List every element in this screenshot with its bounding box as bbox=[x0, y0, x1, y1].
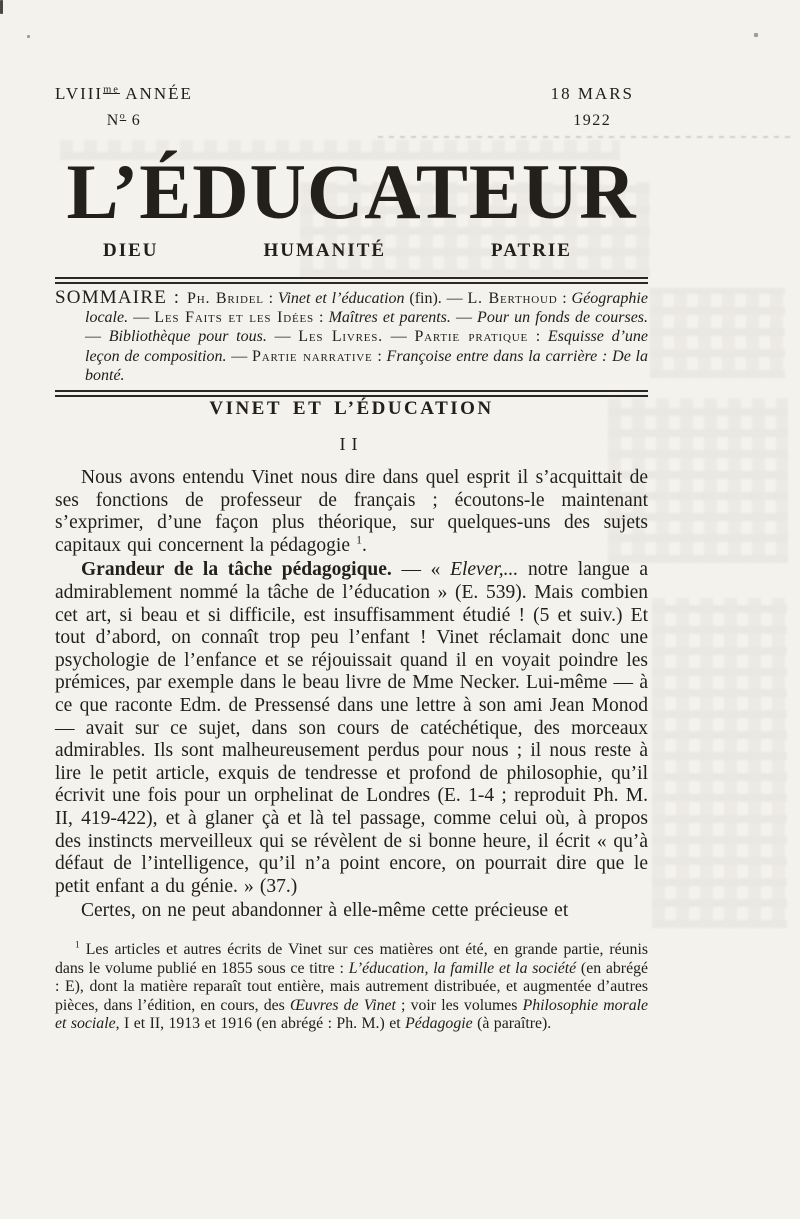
sommaire-text: SOMMAIRE : Ph. Bridel : Vinet et l’éducation (fin). — L. Berthoud : Géographie locale. — Les Faits et les Idées : Maîtres et parents. — Pour un fonds de courses. — Bibliothèque pour tous. — Les Livres. — Partie pratique : Esquisse d’une leçon de composition. — Partie narrative : Françoise entre dans la carrière : De la bonté. bbox=[55, 287, 649, 384]
issue-year: 1922 bbox=[573, 112, 612, 129]
motto-humanite: HUMANITÉ bbox=[263, 240, 387, 261]
footnote: $^1$ Les articles et autres écrits de Vinet sur ces matières ont été, en grande partie, réunis dans le volume publié en 1855 sous ce titre : L’éducation, la famille et la société (en abrégé : E), dont la matière reparaît tout entière, mais autrement distribuée, et augmentée d’autres pièces, dans l’édition, en cours, des Œuvres de Vinet ; voir les volumes Philosophie morale et sociale, I et II, 1913 et 1916 (en abrégé : Ph. M.) et Pédagogie (à paraître). bbox=[55, 940, 648, 1033]
sommaire bbox=[55, 277, 648, 397]
journal-title: L’ÉDUCATEUR bbox=[66, 148, 637, 235]
bleedthrough-rule-artifact bbox=[378, 136, 793, 138]
motto-patrie: PATRIE bbox=[491, 240, 572, 261]
issue-superscript: o bbox=[119, 110, 127, 122]
paragraph: Certes, on ne peut abandonner à elle-même cette précieuse et bbox=[81, 900, 569, 922]
sommaire-rule-bottom bbox=[55, 390, 648, 397]
issue-number: $N^o$ 6 bbox=[106, 110, 142, 129]
volume-year: $LVIII^{me}$ ANNÉE bbox=[55, 84, 193, 103]
paragraph: Nous avons entendu Vinet nous dire dans quel esprit il s’acquittait de ses fonctions de professeur de français ; écoutons-le maintenant s’exprimer, d’une façon plus théorique, sur quelques-uns des sujets capitaux qui concernent la pédagogie $^1$. bbox=[55, 467, 648, 556]
bleedthrough-artifact bbox=[650, 288, 785, 378]
masthead-left bbox=[55, 84, 193, 130]
bleedthrough-artifact bbox=[652, 598, 787, 928]
motto-dieu: DIEU bbox=[103, 240, 159, 261]
scan-speck bbox=[27, 35, 30, 38]
paragraph: Grandeur de la tâche pédagogique. — « Elever,... notre langue a admirablement nommé la tâche de l’éducation » (E. 539). Mais combien cet art, si beau et si difficile, est insuffisamment étudié ! (5 et suiv.) Et tout d’abord, on connaît trop peu l’enfant ! Vinet réclamait donc une psychologie de l’enfance et se réjouissait quand il en voyait poindre les prémices, par exemple dans le beau livre de Mme Necker. Lui-même — à ce que raconte Edm. de Pressensé dans une lettre à son ami Jean Monod — avait sur ce sujet, dans son cours de catéchétique, des morceaux admirables. Ils sont malheureusement perdus pour nous ; il nous reste à lire le petit article, exquis de tendresse et profond de philosophie, qu’il écrivit une fois pour un orphelinat de Londres (E. 1-4 ; reproduit Ph. M. II, 419-422), et à glaner çà et là tel passage, comme celui où, à propos des instincts merveilleux qui se révèlent de si bonne heure, il écrit « qu’à défaut de l’intelligence, qu’il n’a point encore, on pourrait dire que le petit enfant a du génie. » (37.) bbox=[55, 559, 648, 897]
annee-superscript: me bbox=[103, 84, 120, 96]
article bbox=[55, 398, 648, 923]
masthead-right bbox=[551, 84, 634, 130]
article-title: VINET ET L’ÉDUCATION bbox=[209, 398, 494, 419]
sommaire-rule-top bbox=[55, 277, 648, 284]
issue-date: 18 MARS bbox=[550, 84, 634, 103]
scan-speck bbox=[754, 33, 758, 37]
masthead bbox=[55, 84, 648, 130]
motto bbox=[55, 240, 648, 262]
scan-edge-mark bbox=[0, 0, 3, 14]
section-number: II bbox=[339, 434, 364, 454]
